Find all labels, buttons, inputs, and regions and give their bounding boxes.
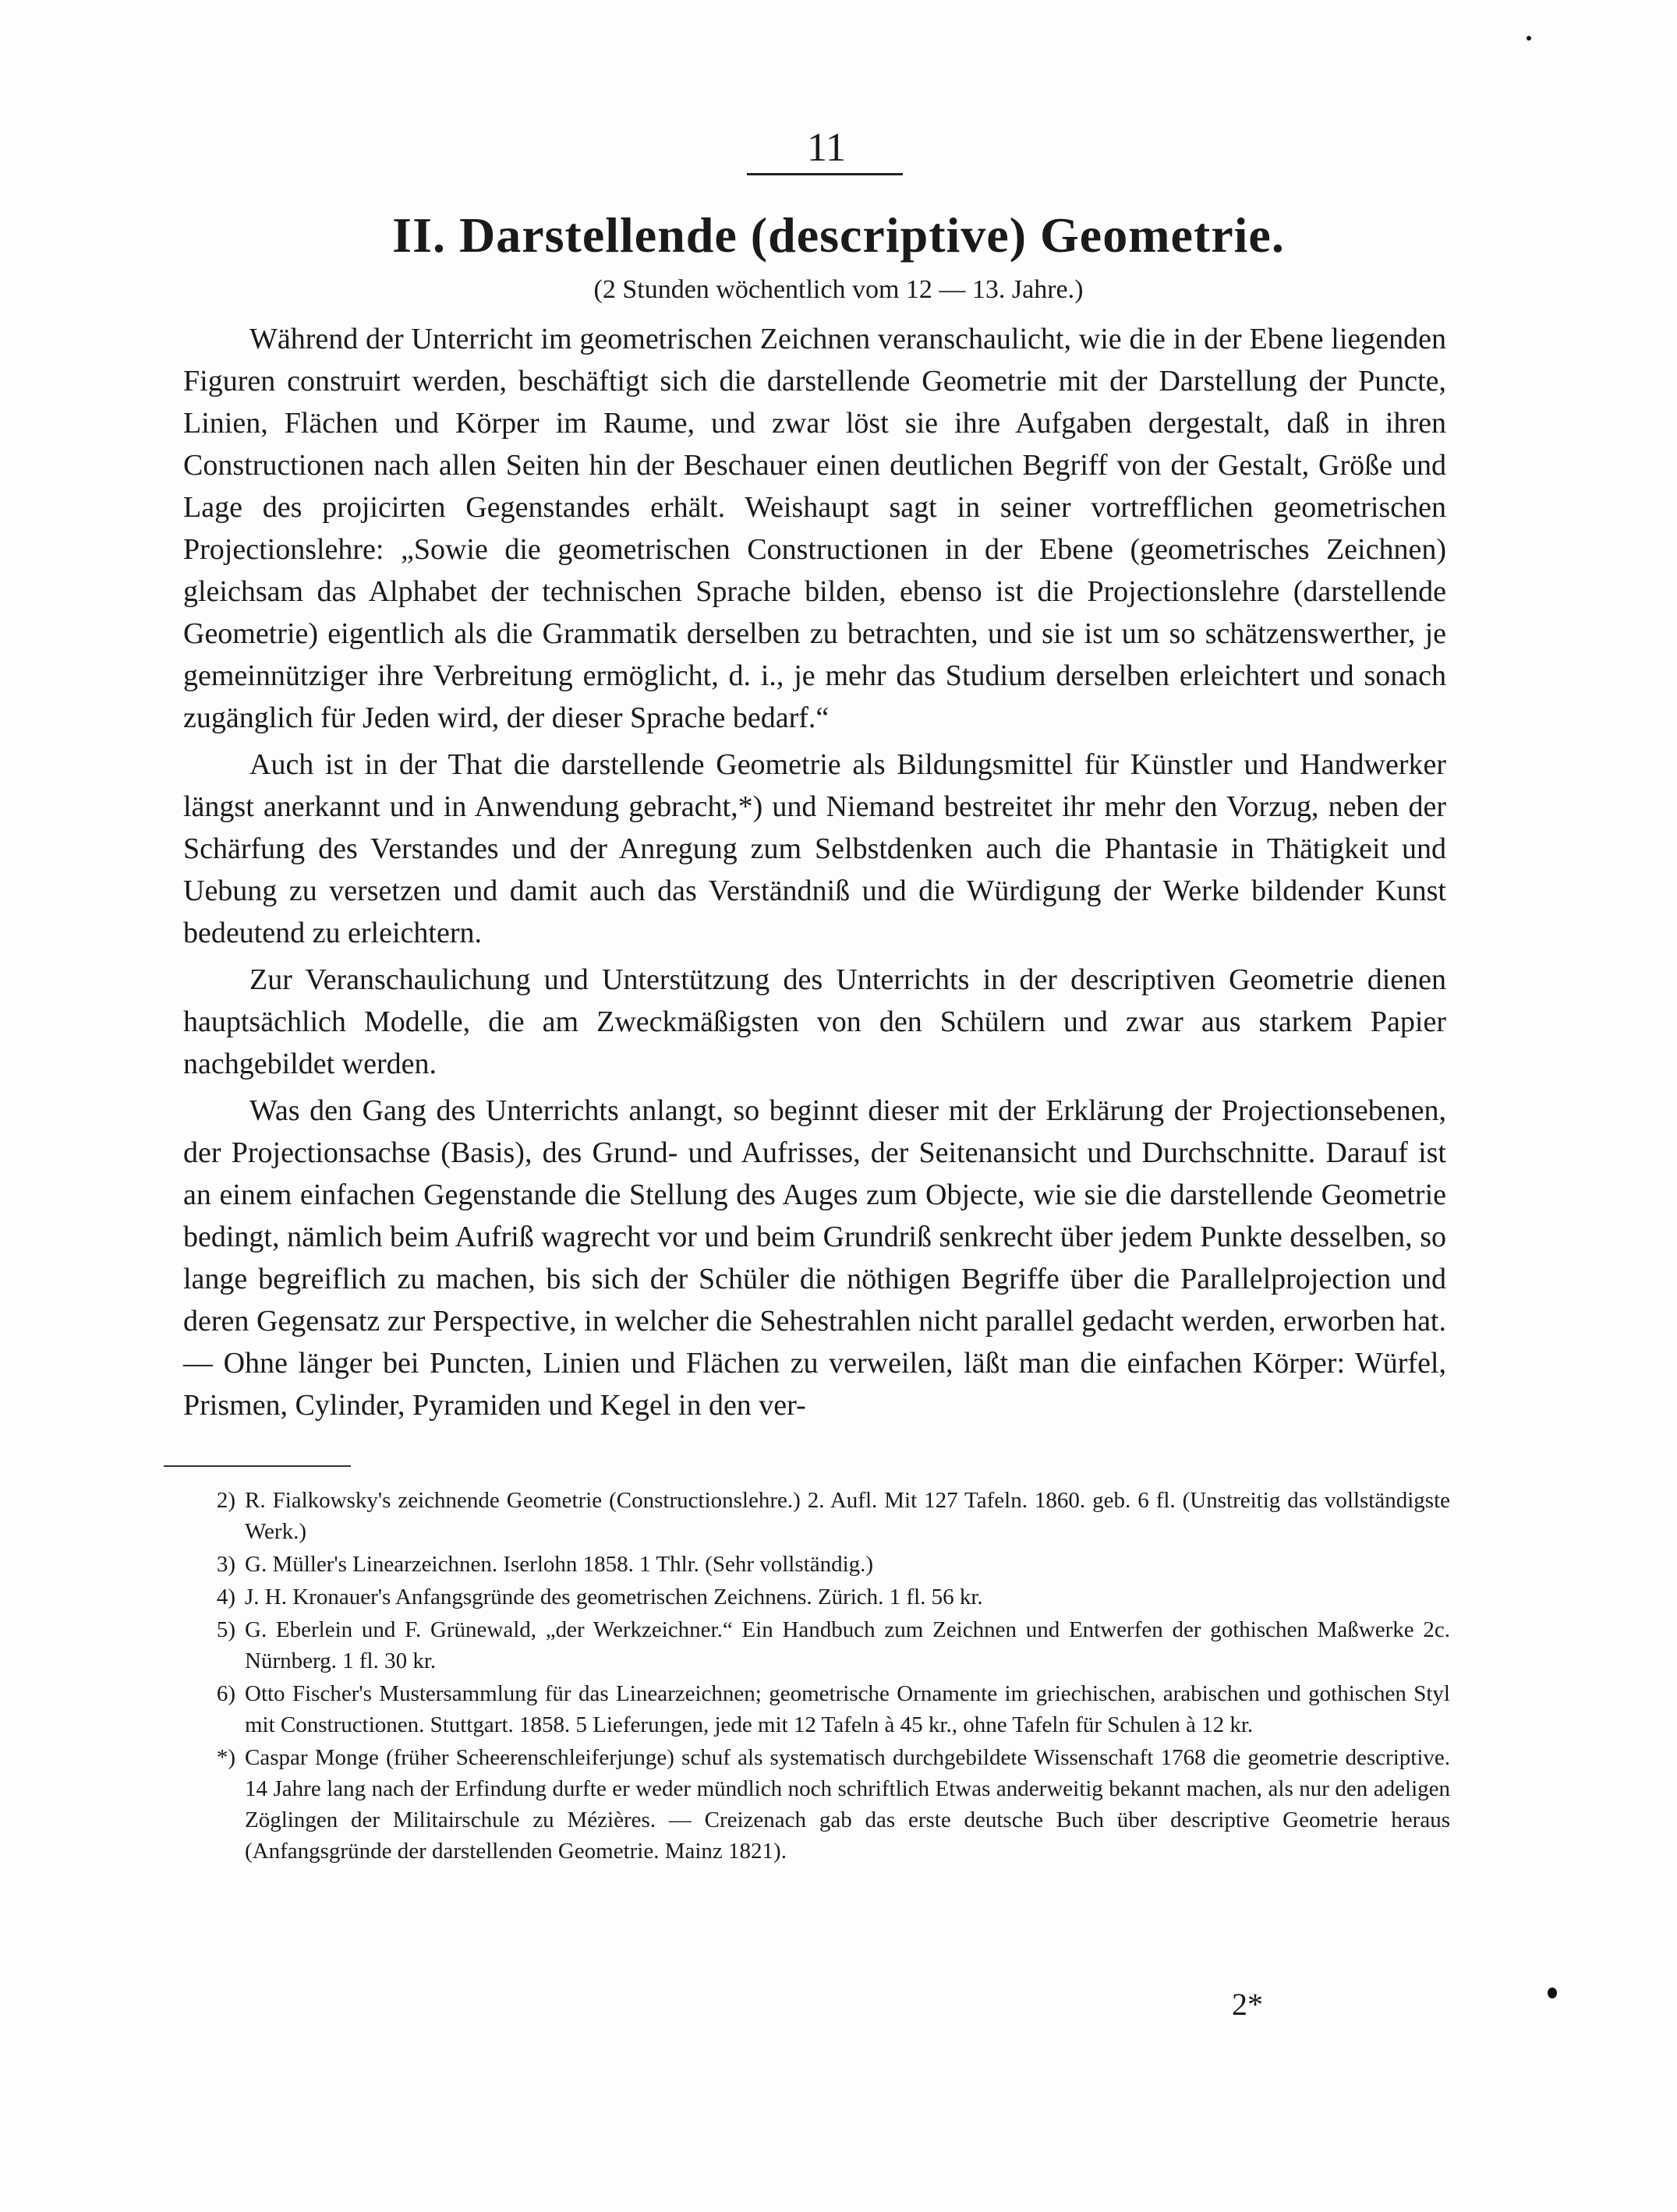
- paragraph: Zur Veranschaulichung und Unterstützung des Unterrichts in der descriptiven Geometrie dienen hauptsächlich Modelle, die am Zweckmäßigsten von den Schülern und zwar aus starkem Papier nachgebildet werden.: [183, 963, 1446, 1080]
- ink-speck: [1527, 36, 1531, 41]
- paragraph: Auch ist in der That die darstellende Geometrie als Bildungsmittel für Künstler und Handwerker längst anerkannt und in Anwendung gebracht,*) und Niemand bestreitet ihr mehr den Vorzug, neben der Schärfung des Verstandes und der Anregung zum Selbstdenken auch die Phantasie in Thätigkeit und Uebung zu versetzen und damit auch das Verständniß und die Würdigung der Werke bildender Kunst bedeutend zu erleichtern.: [183, 748, 1446, 949]
- section-heading: II. Darstellende (descriptive) Geometrie.: [392, 207, 1285, 263]
- footnote-mark: 3): [216, 1552, 235, 1577]
- footnote-mark: 6): [216, 1681, 235, 1706]
- page-number-rule: [747, 173, 903, 175]
- footnote: [187, 1581, 1450, 1613]
- footnote: [187, 1614, 1450, 1677]
- footnote: [187, 1678, 1450, 1740]
- page-number: 11: [806, 125, 847, 170]
- footnote-text: J. H. Kronauer's Anfangsgründe des geometrischen Zeichnens. Zürich. 1 fl. 56 kr.: [245, 1585, 983, 1610]
- section-subheading: (2 Stunden wöchentlich vom 12 — 13. Jahre.): [593, 275, 1084, 304]
- ink-speck: [1548, 1988, 1557, 1998]
- footnote-mark: 4): [216, 1585, 235, 1610]
- footnote: [187, 1742, 1450, 1867]
- footnote: [187, 1485, 1450, 1547]
- footnote-text: R. Fialkowsky's zeichnende Geometrie (Constructionslehre.) 2. Aufl. Mit 127 Tafeln. 1860. geb. 6 fl. (Unstreitig das vollständigste Werk.): [245, 1488, 1450, 1544]
- footnote-text: Otto Fischer's Mustersammlung für das Linearzeichnen; geometrische Ornamente im griechischen, arabischen und gothischen Styl mit Constructionen. Stuttgart. 1858. 5 Lieferungen, jede mit 12 Tafeln à 45 kr., ohne Tafeln für Schulen à 12 kr.: [245, 1681, 1450, 1737]
- footnotes: [187, 1485, 1450, 1868]
- paragraph: Was den Gang des Unterrichts anlangt, so beginnt dieser mit der Erklärung der Projectionsebenen, der Projectionsachse (Basis), des Grund- und Aufrisses, der Seitenansicht und Durchschnitte. Darauf ist an einem einfachen Gegenstande die Stellung des Auges zum Objecte, wie sie die darstellende Geometrie bedingt, nämlich beim Aufriß wagrecht vor und beim Grundriß senkrecht über jedem Punkte desselben, so lange begreiflich zu machen, bis sich der Schüler die nöthigen Begriffe über die Parallelprojection und deren Gegensatz zur Perspective, in welcher die Sehestrahlen nicht parallel gedacht werden, erworben hat. — Ohne länger bei Puncten, Linien und Flächen zu verweilen, läßt man die einfachen Körper: Würfel, Prismen, Cylinder, Pyramiden und Kegel in den ver-: [183, 1094, 1446, 1422]
- body-text: [183, 318, 1446, 1431]
- footnote-mark: 2): [216, 1488, 235, 1513]
- paragraph: Während der Unterricht im geometrischen Zeichnen veranschaulicht, wie die in der Ebene liegenden Figuren construirt werden, beschäftigt sich die darstellende Geometrie mit der Darstellung der Puncte, Linien, Flächen und Körper im Raume, und zwar löst sie ihre Aufgaben dergestalt, daß in ihren Constructionen nach allen Seiten hin der Beschauer einen deutlichen Begriff von der Gestalt, Größe und Lage des projicirten Gegenstandes erhält. Weishaupt sagt in seiner vortrefflichen geometrischen Projectionslehre: „Sowie die geometrischen Constructionen in der Ebene (geometrisches Zeichnen) gleichsam das Alphabet der technischen Sprache bilden, ebenso ist die Projectionslehre (darstellende Geometrie) eigentlich als die Grammatik derselben zu betrachten, und sie ist um so schätzenswerther, je gemeinnütziger ihre Verbreitung ermöglicht, d. i., je mehr das Studium derselben erleichtert und sonach zugänglich für Jeden wird, der dieser Sprache bedarf.“: [183, 323, 1446, 734]
- signature-mark: 2*: [1232, 1987, 1263, 2022]
- footnote-text: Caspar Monge (früher Scheerenschleiferjunge) schuf als systematisch durchgebildete Wissenschaft 1768 die geometrie descriptive. 14 Jahre lang nach der Erfindung durfte er weder mündlich noch schriftlich Etwas anderweitig bekannt machen, als nur den adeligen Zöglingen der Militairschule zu Mézières. — Creizenach gab das erste deutsche Buch über descriptive Geometrie heraus (Anfangsgründe der darstellenden Geometrie. Mainz 1821).: [245, 1745, 1450, 1864]
- footnote: [187, 1549, 1450, 1580]
- footnote-text: G. Eberlein und F. Grünewald, „der Werkzeichner.“ Ein Handbuch zum Zeichnen und Entwerfen der gothischen Maßwerke 2c. Nürnberg. 1 fl. 30 kr.: [245, 1617, 1450, 1673]
- footnote-rule: [164, 1465, 351, 1467]
- footnote-text: G. Müller's Linearzeichnen. Iserlohn 1858. 1 Thlr. (Sehr vollständig.): [245, 1552, 874, 1577]
- footnote-mark: *): [216, 1745, 235, 1770]
- footnote-mark: 5): [216, 1617, 235, 1642]
